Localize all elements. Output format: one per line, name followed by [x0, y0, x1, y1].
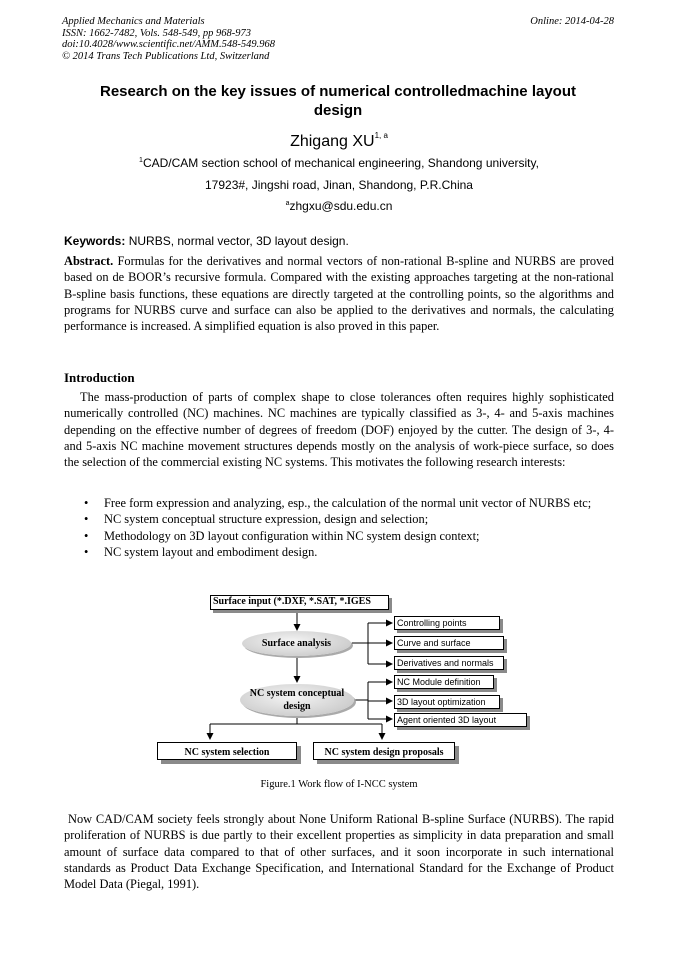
intro-paragraph-2: Now CAD/CAM society feels strongly about None Uniform Rational B-spline Surface (NURBS). The rapid proliferation of NURBS is due partly to their excellent properties as simplicity in data preparation and small amount of surface data compared to that of other surfaces, and it soon incorporate in such international standards as Product Data Exchange Specification, and International Standard for the Exchange of Product Model Data (Piegal, 1991).	[64, 812, 614, 892]
abstract-text: Formulas for the derivatives and normal vectors of non-rational B-spline and NURBS are proved based on de BOOR’s recursive formula. Compared with the existing approaches targeting at the non-rational B-spline basis functions, these equations are directly targeted at the controlling points, so the algorithms and programs for NURBS curve and surface can also be applied to the derivatives and normals, the calculating performance is increased. A simplified equation is also proved in this paper.	[64, 254, 614, 334]
copyright: © 2014 Trans Tech Publications Ltd, Switzerland	[62, 50, 270, 62]
doi: doi:10.4028/www.scientific.net/AMM.548-549.968	[62, 39, 275, 50]
list-item: • Free form expression and analyzing, esp., the calculation of the normal unit vector of NURBS etc;	[84, 495, 614, 511]
list-item: • NC system conceptual structure expression, design and selection;	[84, 511, 614, 527]
surface-analysis-node: Surface analysis	[242, 631, 351, 656]
controlling-points-box: Controlling points	[394, 616, 500, 630]
affiliation-text-1: CAD/CAM section school of mechanical engineering, Shandong university,	[142, 156, 539, 170]
nc-system-selection-box: NC system selection	[157, 742, 297, 760]
issn: ISSN: 1662-7482, Vols. 548-549, pp 968-973	[62, 27, 251, 39]
nc-module-definition-box: NC Module definition	[394, 675, 494, 689]
online-date: Online: 2014-04-28	[530, 16, 614, 27]
journal-name: Applied Mechanics and Materials	[62, 16, 205, 27]
title-line-2: design	[313, 102, 363, 119]
agent-layout-box: Agent oriented 3D layout	[394, 713, 527, 727]
keywords-label: Keywords:	[64, 234, 126, 248]
intro-paragraph-1: The mass-production of parts of complex shape to close tolerances often requires highly sophisticated numerically controlled (NC) machines. NC machines are typically classified as 3-, 4- and 5-axis machines depending on the effective number of degrees of freedom (DOF) enjoyed by the cutter. The design of 3-, 4- and 5-axis NC machine movement structures depends mostly on the analysis of work-piece surface, so does the selection of the commercial existing NC systems. This motivates the following research interests:	[64, 390, 614, 470]
keywords-text: NURBS, normal vector, 3D layout design.	[125, 234, 349, 248]
nc-design-proposals-box: NC system design proposals	[313, 742, 455, 760]
title-line-1: Research on the key issues of numerical controlledmachine layout	[100, 83, 576, 100]
list-item: • NC system layout and embodiment design.	[84, 544, 614, 560]
affiliation-sup: 1	[139, 157, 143, 164]
author-sup: 1, a	[374, 131, 388, 140]
author-name: Zhigang XU	[290, 133, 375, 150]
list-item: • Methodology on 3D layout configuration within NC system design context;	[84, 528, 614, 544]
email: zhgxu@sdu.edu.cn	[289, 199, 393, 213]
conceptual-design-node	[240, 684, 354, 716]
section-heading-introduction: Introduction	[64, 370, 135, 385]
email-sup: a	[285, 200, 290, 207]
conceptual-design-line-1: NC system conceptual	[249, 688, 345, 699]
abstract-label: Abstract.	[64, 254, 114, 268]
figure-caption: Figure.1 Work flow of I-NCC system	[260, 779, 418, 790]
affiliation-line-2: 17923#, Jingshi road, Jinan, Shandong, P.R.China	[205, 178, 473, 192]
curve-surface-box: Curve and surface	[394, 636, 504, 650]
conceptual-design-line-2: design	[283, 701, 311, 712]
surface-input-box: Surface input (*.DXF, *.SAT, *.IGES	[210, 595, 389, 610]
derivatives-normals-box: Derivatives and normals	[394, 656, 504, 670]
layout-optimization-box: 3D layout optimization	[394, 695, 500, 709]
